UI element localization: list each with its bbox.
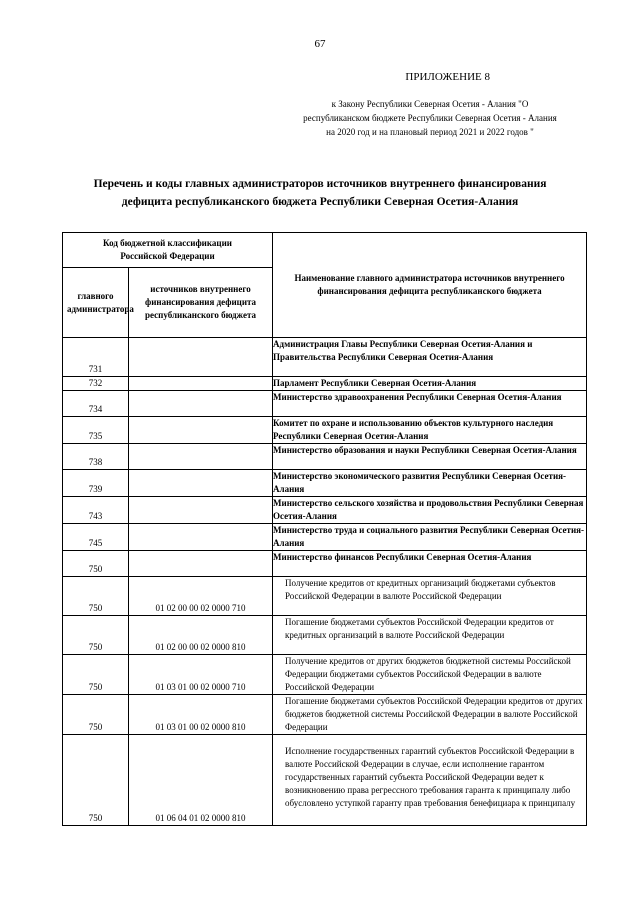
administrator-name-cell: Министерство экономического развития Республики Северная Осетия-Алания bbox=[273, 470, 587, 497]
admin-code-cell: 750 bbox=[63, 551, 129, 577]
source-code-cell bbox=[129, 497, 273, 524]
table-row bbox=[63, 444, 587, 470]
admin-code-cell: 731 bbox=[63, 338, 129, 377]
admin-code-cell: 745 bbox=[63, 524, 129, 551]
source-code-cell: 01 03 01 00 02 0000 810 bbox=[129, 695, 273, 735]
source-code-cell bbox=[129, 391, 273, 417]
table-row bbox=[63, 577, 587, 616]
page-number: 67 bbox=[314, 38, 326, 50]
administrator-name-cell: Погашение бюджетами субъектов Российской Федерации кредитов от других бюджетов бюджетной системы Российской Федерации в валюте Российской Федерации bbox=[273, 695, 587, 735]
administrators-table bbox=[62, 232, 587, 826]
admin-code-cell: 750 bbox=[63, 695, 129, 735]
source-code-cell bbox=[129, 417, 273, 444]
table-row bbox=[63, 616, 587, 655]
document-title-line: Перечень и коды главных администраторов источников внутреннего финансирования bbox=[93, 178, 547, 190]
appendix-subtitle bbox=[270, 97, 590, 139]
table-row bbox=[63, 551, 587, 577]
appendix-subtitle-line: на 2020 год и на плановый период 2021 и 2022 годов " bbox=[326, 127, 534, 137]
source-code-cell bbox=[129, 470, 273, 497]
admin-code-cell: 732 bbox=[63, 377, 129, 391]
administrator-name-cell: Министерство труда и социального развития Республики Северная Осетия-Алания bbox=[273, 524, 587, 551]
administrator-name-cell: Получение кредитов от кредитных организаций бюджетами субъектов Российской Федерации в валюте Российской Федерации bbox=[273, 577, 587, 616]
admin-code-cell: 738 bbox=[63, 444, 129, 470]
table-row bbox=[63, 735, 587, 826]
admin-code-cell: 735 bbox=[63, 417, 129, 444]
source-code-cell bbox=[129, 524, 273, 551]
table-row bbox=[63, 417, 587, 444]
table-row bbox=[63, 377, 587, 391]
appendix-subtitle-line: к Закону Республики Северная Осетия - Алания "О bbox=[331, 99, 529, 109]
header-budget-classification: Код бюджетной классификации Российской Федерации bbox=[63, 233, 273, 268]
header-main-administrator: главного администратора bbox=[63, 268, 129, 338]
administrator-name-cell: Парламент Республики Северная Осетия-Алания bbox=[273, 377, 587, 391]
header-financing-source: источников внутреннего финансирования дефицита республиканского бюджета bbox=[129, 268, 273, 338]
document-title-line: дефицита республиканского бюджета Республики Северная Осетия-Алания bbox=[121, 196, 519, 208]
source-code-cell: 01 02 00 00 02 0000 810 bbox=[129, 616, 273, 655]
table-row bbox=[63, 338, 587, 377]
source-code-cell bbox=[129, 338, 273, 377]
admin-code-cell: 750 bbox=[63, 616, 129, 655]
administrator-name-cell: Министерство здравоохранения Республики Северная Осетия-Алания bbox=[273, 391, 587, 417]
source-code-cell bbox=[129, 444, 273, 470]
table-header bbox=[63, 233, 587, 338]
appendix-title: ПРИЛОЖЕНИЕ 8 bbox=[405, 71, 490, 83]
administrator-name-cell: Администрация Главы Республики Северная Осетия-Алания и Правительства Республики Северная Осетия-Алания bbox=[273, 338, 587, 377]
source-code-cell bbox=[129, 377, 273, 391]
administrator-name-cell: Погашение бюджетами субъектов Российской Федерации кредитов от кредитных организаций в валюте Российской Федерации bbox=[273, 616, 587, 655]
table-row bbox=[63, 497, 587, 524]
table-row bbox=[63, 695, 587, 735]
admin-code-cell: 739 bbox=[63, 470, 129, 497]
appendix-subtitle-line: республиканском бюджете Республики Северная Осетия - Алания bbox=[303, 113, 557, 123]
admin-code-cell: 734 bbox=[63, 391, 129, 417]
source-code-cell bbox=[129, 551, 273, 577]
document-title bbox=[50, 175, 590, 211]
table-row bbox=[63, 655, 587, 695]
administrator-name-cell: Министерство образования и науки Республики Северная Осетия-Алания bbox=[273, 444, 587, 470]
source-code-cell: 01 03 01 00 02 0000 710 bbox=[129, 655, 273, 695]
table-row bbox=[63, 470, 587, 497]
administrator-name-cell: Получение кредитов от других бюджетов бюджетной системы Российской Федерации бюджетами субъектов Российской Федерации в валюте Российской Федерации bbox=[273, 655, 587, 695]
table-row bbox=[63, 391, 587, 417]
admin-code-cell: 750 bbox=[63, 577, 129, 616]
administrator-name-cell: Министерство сельского хозяйства и продовольствия Республики Северная Осетия-Алания bbox=[273, 497, 587, 524]
administrator-name-cell: Министерство финансов Республики Северная Осетия-Алания bbox=[273, 551, 587, 577]
table-body bbox=[63, 338, 587, 826]
header-administrator-name: Наименование главного администратора источников внутреннего финансирования дефицита республиканского бюджета bbox=[273, 233, 587, 338]
source-code-cell: 01 06 04 01 02 0000 810 bbox=[129, 735, 273, 826]
admin-code-cell: 750 bbox=[63, 735, 129, 826]
admin-code-cell: 750 bbox=[63, 655, 129, 695]
source-code-cell: 01 02 00 00 02 0000 710 bbox=[129, 577, 273, 616]
admin-code-cell: 743 bbox=[63, 497, 129, 524]
administrator-name-cell: Исполнение государственных гарантий субъектов Российской Федерации в валюте Российской Федерации в случае, если исполнение гарантом государственных гарантий субъекта Российской Федерации ведет к возникновению права регрессного требования гаранта к принципалу либо обусловлено уступкой гаранту прав требования бенефициара к принципалу bbox=[273, 735, 587, 826]
table-row bbox=[63, 524, 587, 551]
administrator-name-cell: Комитет по охране и использованию объектов культурного наследия Республики Северная Осетия-Алания bbox=[273, 417, 587, 444]
